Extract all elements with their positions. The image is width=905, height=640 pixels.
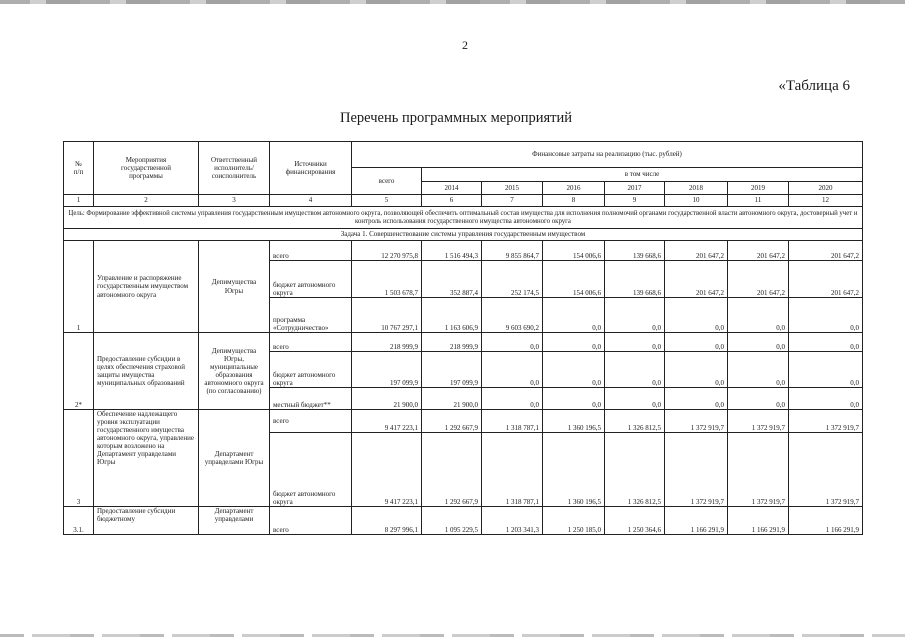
funding-source: бюджет автономного округа: [270, 261, 352, 298]
value-year: 0,0: [789, 333, 863, 352]
value-year: 154 006,6: [543, 241, 605, 261]
value-year: 1 372 919,7: [789, 410, 863, 433]
value-year: 218 999,9: [422, 333, 482, 352]
funding-source: всего: [270, 333, 352, 352]
value-year: 352 887,4: [422, 261, 482, 298]
value-total: 12 270 975,8: [352, 241, 422, 261]
row-number: 3.1.: [64, 507, 94, 535]
value-year: 201 647,2: [665, 241, 728, 261]
value-year: 197 099,9: [422, 352, 482, 388]
value-year: 139 668,6: [605, 261, 665, 298]
value-year: 0,0: [728, 298, 789, 333]
value-year: 0,0: [789, 388, 863, 410]
document-title: Перечень программных мероприятий: [340, 110, 572, 126]
value-year: 0,0: [543, 333, 605, 352]
row-number: 1: [64, 241, 94, 333]
value-year: 1 250 185,0: [543, 507, 605, 535]
value-year: 1 372 919,7: [789, 433, 863, 507]
header-total: всего: [352, 168, 422, 195]
header-sources: Источники финансирования: [270, 142, 352, 195]
column-number: 6: [422, 195, 482, 207]
value-year: 0,0: [789, 352, 863, 388]
value-year: 0,0: [543, 352, 605, 388]
value-year: 0,0: [543, 388, 605, 410]
value-year: 1 326 812,5: [605, 433, 665, 507]
header-year: 2019: [728, 182, 789, 195]
column-number: 2: [94, 195, 199, 207]
value-total: 9 417 223,1: [352, 410, 422, 433]
value-year: 1 095 229,5: [422, 507, 482, 535]
row-number: 3: [64, 410, 94, 507]
value-year: 1 360 196,5: [543, 433, 605, 507]
executor-name: Департамент управделами: [199, 507, 270, 535]
value-year: 9 603 690,2: [482, 298, 543, 333]
value-year: 1 360 196,5: [543, 410, 605, 433]
value-year: 1 166 291,9: [789, 507, 863, 535]
header-year: 2020: [789, 182, 863, 195]
value-year: 1 372 919,7: [665, 410, 728, 433]
value-year: 252 174,5: [482, 261, 543, 298]
funding-source: всего: [270, 410, 352, 433]
value-year: 0,0: [482, 333, 543, 352]
header-year: 2018: [665, 182, 728, 195]
goal-row: Цель: Формирование эффективной системы управления государственным имуществом автономного округа, позволяющей обеспечить оптимальный состав имущества для исполнения полномочий органами государственной власти автономного округа, достоверный учет и контроль использования государственного имущества автономного округа: [64, 207, 863, 229]
column-number: 10: [665, 195, 728, 207]
value-year: 0,0: [605, 333, 665, 352]
scan-edge-top: [0, 0, 905, 4]
funding-source: всего: [270, 507, 352, 535]
value-year: 0,0: [665, 388, 728, 410]
value-year: 1 318 787,1: [482, 433, 543, 507]
activity-name: Управление и распоряжение государственным имуществом автономного округа: [94, 241, 199, 333]
header-num: № п/п: [64, 142, 94, 195]
header-year: 2015: [482, 182, 543, 195]
value-total: 218 999,9: [352, 333, 422, 352]
value-year: 1 372 919,7: [728, 433, 789, 507]
value-year: 201 647,2: [789, 261, 863, 298]
header-executor: Ответственный исполнитель/ соисполнитель: [199, 142, 270, 195]
funding-source: местный бюджет**: [270, 388, 352, 410]
program-activities-table: [63, 141, 863, 535]
value-year: 1 166 291,9: [728, 507, 789, 535]
page-number: 2: [462, 38, 468, 52]
funding-source: бюджет автономного округа: [270, 433, 352, 507]
value-year: 0,0: [543, 298, 605, 333]
activity-name: Обеспечение надлежащего уровня эксплуатации государственного имущества автономного округа, управление которым возложено на Департамент управделами Югры: [94, 410, 199, 507]
executor-name: Депимущества Югры, муниципальные образования автономного округа (по согласованию): [199, 333, 270, 410]
value-year: 1 326 812,5: [605, 410, 665, 433]
column-number: 3: [199, 195, 270, 207]
value-year: 1 318 787,1: [482, 410, 543, 433]
header-including: в том числе: [422, 168, 863, 182]
executor-name: Депимущества Югры: [199, 241, 270, 333]
value-total: 9 417 223,1: [352, 433, 422, 507]
funding-source: бюджет автономного округа: [270, 352, 352, 388]
header-activity: Мероприятия государственной программы: [94, 142, 199, 195]
value-total: 10 767 297,1: [352, 298, 422, 333]
value-year: 0,0: [789, 298, 863, 333]
value-year: 201 647,2: [789, 241, 863, 261]
value-year: 21 900,0: [422, 388, 482, 410]
value-year: 0,0: [728, 333, 789, 352]
value-total: 8 297 996,1: [352, 507, 422, 535]
header-financing: Финансовые затраты на реализацию (тыс. рублей): [352, 142, 863, 168]
value-year: 201 647,2: [728, 261, 789, 298]
task-row: Задача 1. Совершенствование системы управления государственным имуществом: [64, 229, 863, 241]
value-year: 0,0: [665, 298, 728, 333]
value-year: 201 647,2: [728, 241, 789, 261]
column-number: 7: [482, 195, 543, 207]
funding-source: всего: [270, 241, 352, 261]
value-total: 1 503 678,7: [352, 261, 422, 298]
value-year: 0,0: [605, 388, 665, 410]
value-year: 0,0: [665, 352, 728, 388]
value-year: 1 166 291,9: [665, 507, 728, 535]
value-year: 139 668,6: [605, 241, 665, 261]
column-number: 12: [789, 195, 863, 207]
executor-name: Департамент управделами Югры: [199, 410, 270, 507]
value-year: 1 372 919,7: [728, 410, 789, 433]
column-number: 11: [728, 195, 789, 207]
value-year: 201 647,2: [665, 261, 728, 298]
value-year: 0,0: [482, 388, 543, 410]
funding-source: программа «Сотрудничество»: [270, 298, 352, 333]
column-number: 9: [605, 195, 665, 207]
scan-edge-bottom: [0, 634, 905, 637]
value-total: 21 900,0: [352, 388, 422, 410]
header-year: 2016: [543, 182, 605, 195]
value-year: 1 292 667,9: [422, 410, 482, 433]
row-number: 2*: [64, 333, 94, 410]
value-year: 0,0: [482, 352, 543, 388]
value-year: 0,0: [665, 333, 728, 352]
value-year: 1 163 606,9: [422, 298, 482, 333]
value-year: 1 203 341,3: [482, 507, 543, 535]
value-year: 0,0: [605, 298, 665, 333]
value-total: 197 099,9: [352, 352, 422, 388]
header-year: 2014: [422, 182, 482, 195]
value-year: 0,0: [605, 352, 665, 388]
column-number: 4: [270, 195, 352, 207]
value-year: 0,0: [728, 388, 789, 410]
value-year: 154 006,6: [543, 261, 605, 298]
column-number: 1: [64, 195, 94, 207]
column-number: 5: [352, 195, 422, 207]
activity-name: Предоставление субсидии в целях обеспечения страховой защиты имущества муниципальных образований: [94, 333, 199, 410]
table-label: «Таблица 6: [778, 78, 850, 94]
value-year: 0,0: [728, 352, 789, 388]
value-year: 1 292 667,9: [422, 433, 482, 507]
value-year: 1 250 364,6: [605, 507, 665, 535]
value-year: 1 372 919,7: [665, 433, 728, 507]
activity-name: Предоставление субсидии бюджетному: [94, 507, 199, 535]
value-year: 1 516 494,3: [422, 241, 482, 261]
header-year: 2017: [605, 182, 665, 195]
value-year: 9 855 864,7: [482, 241, 543, 261]
column-number: 8: [543, 195, 605, 207]
